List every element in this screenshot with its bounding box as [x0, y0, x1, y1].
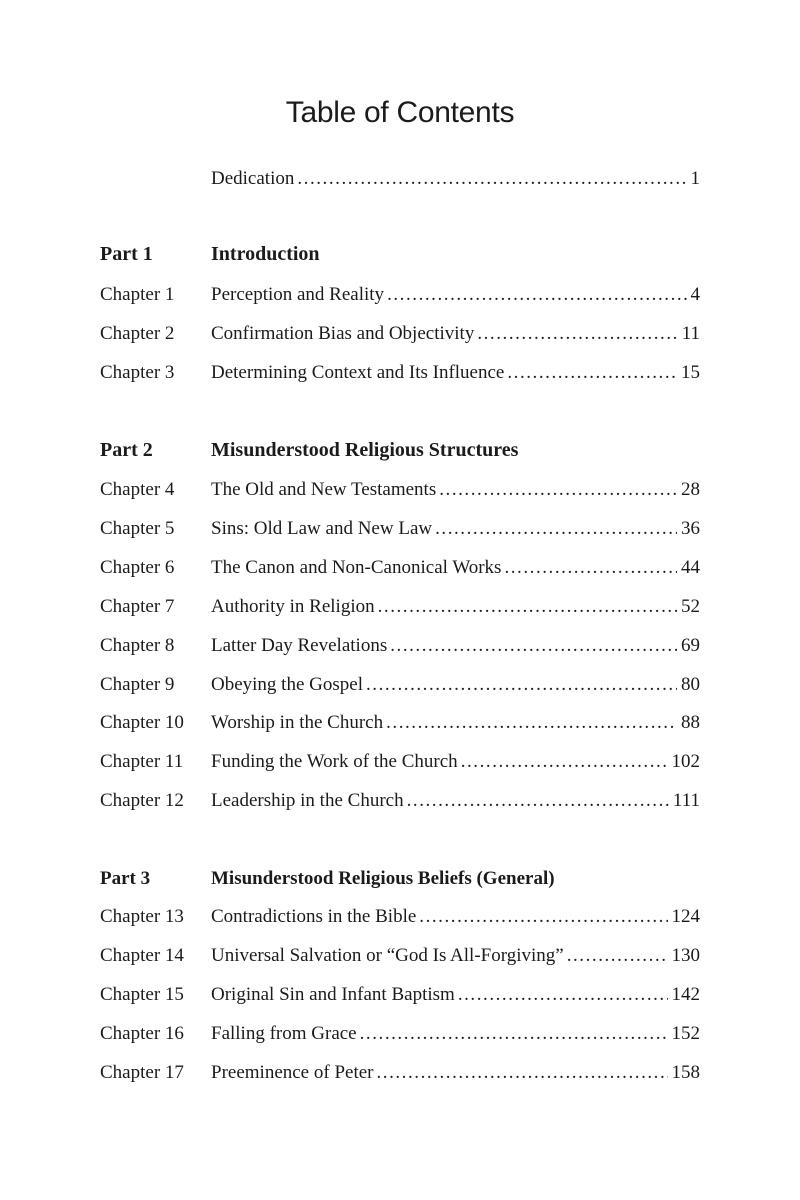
toc-entry[interactable] [100, 903, 700, 931]
toc-entry[interactable] [100, 787, 700, 815]
chapter-label: Chapter 11 [100, 751, 184, 772]
part-label: Part 2 [100, 439, 153, 461]
chapter-title: Perception and Reality [211, 284, 385, 305]
chapter-label: Chapter 8 [100, 635, 175, 656]
chapter-title: Falling from Grace [211, 1023, 357, 1044]
toc-entry[interactable] [100, 476, 700, 504]
part-heading [100, 864, 700, 894]
chapter-title: Worship in the Church [211, 712, 384, 733]
chapter-label: Chapter 2 [100, 323, 175, 344]
dot-leader [390, 632, 677, 660]
dot-leader [461, 748, 668, 776]
chapter-label: Chapter 14 [100, 945, 184, 966]
page-number: 1 [690, 168, 700, 189]
toc-entry[interactable] [100, 515, 700, 543]
chapter-title: The Canon and Non-Canonical Works [211, 557, 502, 578]
toc-entry[interactable] [100, 320, 700, 348]
chapter-title: Latter Day Revelations [211, 635, 388, 656]
chapter-title: Original Sin and Infant Baptism [211, 984, 455, 1005]
dot-leader [386, 709, 677, 737]
part-label: Part 1 [100, 243, 153, 265]
chapter-title: Obeying the Gospel [211, 674, 363, 695]
page-number: 124 [671, 906, 700, 927]
dot-leader [376, 1059, 667, 1087]
toc-entry[interactable] [100, 748, 700, 776]
chapter-title: Leadership in the Church [211, 790, 404, 811]
dot-leader [378, 593, 677, 621]
toc-entry[interactable] [100, 1020, 700, 1048]
chapter-label: Chapter 10 [100, 712, 184, 733]
page-number: 15 [681, 362, 700, 383]
dot-leader [439, 476, 677, 504]
dot-leader [360, 1020, 668, 1048]
dot-leader [366, 671, 677, 699]
part-label: Part 3 [100, 868, 151, 889]
chapter-title: The Old and New Testaments [211, 479, 437, 500]
page-number: 52 [681, 596, 700, 617]
page-number: 130 [671, 945, 700, 966]
toc-entry[interactable] [100, 942, 700, 970]
chapter-label: Chapter 4 [100, 479, 175, 500]
chapter-label: Chapter 9 [100, 674, 175, 695]
chapter-label: Chapter 6 [100, 557, 175, 578]
page-number: 80 [681, 674, 700, 695]
dot-leader [507, 359, 677, 387]
toc-entry[interactable] [100, 359, 700, 387]
chapter-label: Chapter 16 [100, 1023, 184, 1044]
page-number: 152 [671, 1023, 700, 1044]
chapter-label: Chapter 17 [100, 1062, 184, 1083]
chapter-label: Chapter 12 [100, 790, 184, 811]
chapter-label: Chapter 1 [100, 284, 175, 305]
toc-entry[interactable] [100, 281, 700, 309]
chapter-label: Chapter 5 [100, 518, 175, 539]
page-title: Table of Contents [285, 96, 515, 129]
dot-leader [458, 981, 668, 1009]
dot-leader [435, 515, 677, 543]
chapter-title: Funding the Work of the Church [211, 751, 458, 772]
toc-entry[interactable] [100, 671, 700, 699]
part-heading [100, 239, 700, 269]
toc-entry[interactable] [100, 981, 700, 1009]
toc-entry[interactable] [100, 593, 700, 621]
page-number: 102 [671, 751, 700, 772]
entry-title: Dedication [211, 168, 295, 189]
toc-entry[interactable] [100, 554, 700, 582]
part-heading [100, 435, 700, 465]
chapter-label: Chapter 13 [100, 906, 184, 927]
dot-leader [297, 165, 686, 193]
page-number: 111 [672, 790, 700, 811]
chapter-title: Authority in Religion [211, 596, 375, 617]
page-number: 142 [671, 984, 700, 1005]
toc-entry[interactable] [100, 709, 700, 737]
chapter-title: Contradictions in the Bible [211, 906, 417, 927]
toc-entry-dedication[interactable] [100, 165, 700, 193]
dot-leader [504, 554, 677, 582]
chapter-label: Chapter 3 [100, 362, 175, 383]
chapter-title: Confirmation Bias and Objectivity [211, 323, 475, 344]
chapter-title: Preeminence of Peter [211, 1062, 374, 1083]
chapter-title: Determining Context and Its Influence [211, 362, 505, 383]
toc-leader [211, 165, 700, 193]
part-title: Misunderstood Religious Beliefs (General) [211, 868, 555, 889]
dot-leader [567, 942, 668, 970]
toc-entry[interactable] [100, 632, 700, 660]
page-number: 44 [681, 557, 700, 578]
page-number: 69 [681, 635, 700, 656]
chapter-label: Chapter 15 [100, 984, 184, 1005]
dot-leader [477, 320, 677, 348]
chapter-title: Universal Salvation or “God Is All-Forgiving” [211, 945, 564, 966]
chapter-title: Sins: Old Law and New Law [211, 518, 433, 539]
page-number: 28 [681, 479, 700, 500]
part-title: Introduction [211, 243, 320, 265]
page-number: 36 [681, 518, 700, 539]
toc-entry[interactable] [100, 1059, 700, 1087]
dot-leader [387, 281, 686, 309]
page-number: 88 [681, 712, 700, 733]
page-number: 4 [690, 284, 700, 305]
chapter-label: Chapter 7 [100, 596, 175, 617]
page-number: 158 [671, 1062, 700, 1083]
dot-leader [419, 903, 667, 931]
part-title: Misunderstood Religious Structures [211, 439, 519, 461]
dot-leader [407, 787, 669, 815]
page-number: 11 [681, 323, 700, 344]
